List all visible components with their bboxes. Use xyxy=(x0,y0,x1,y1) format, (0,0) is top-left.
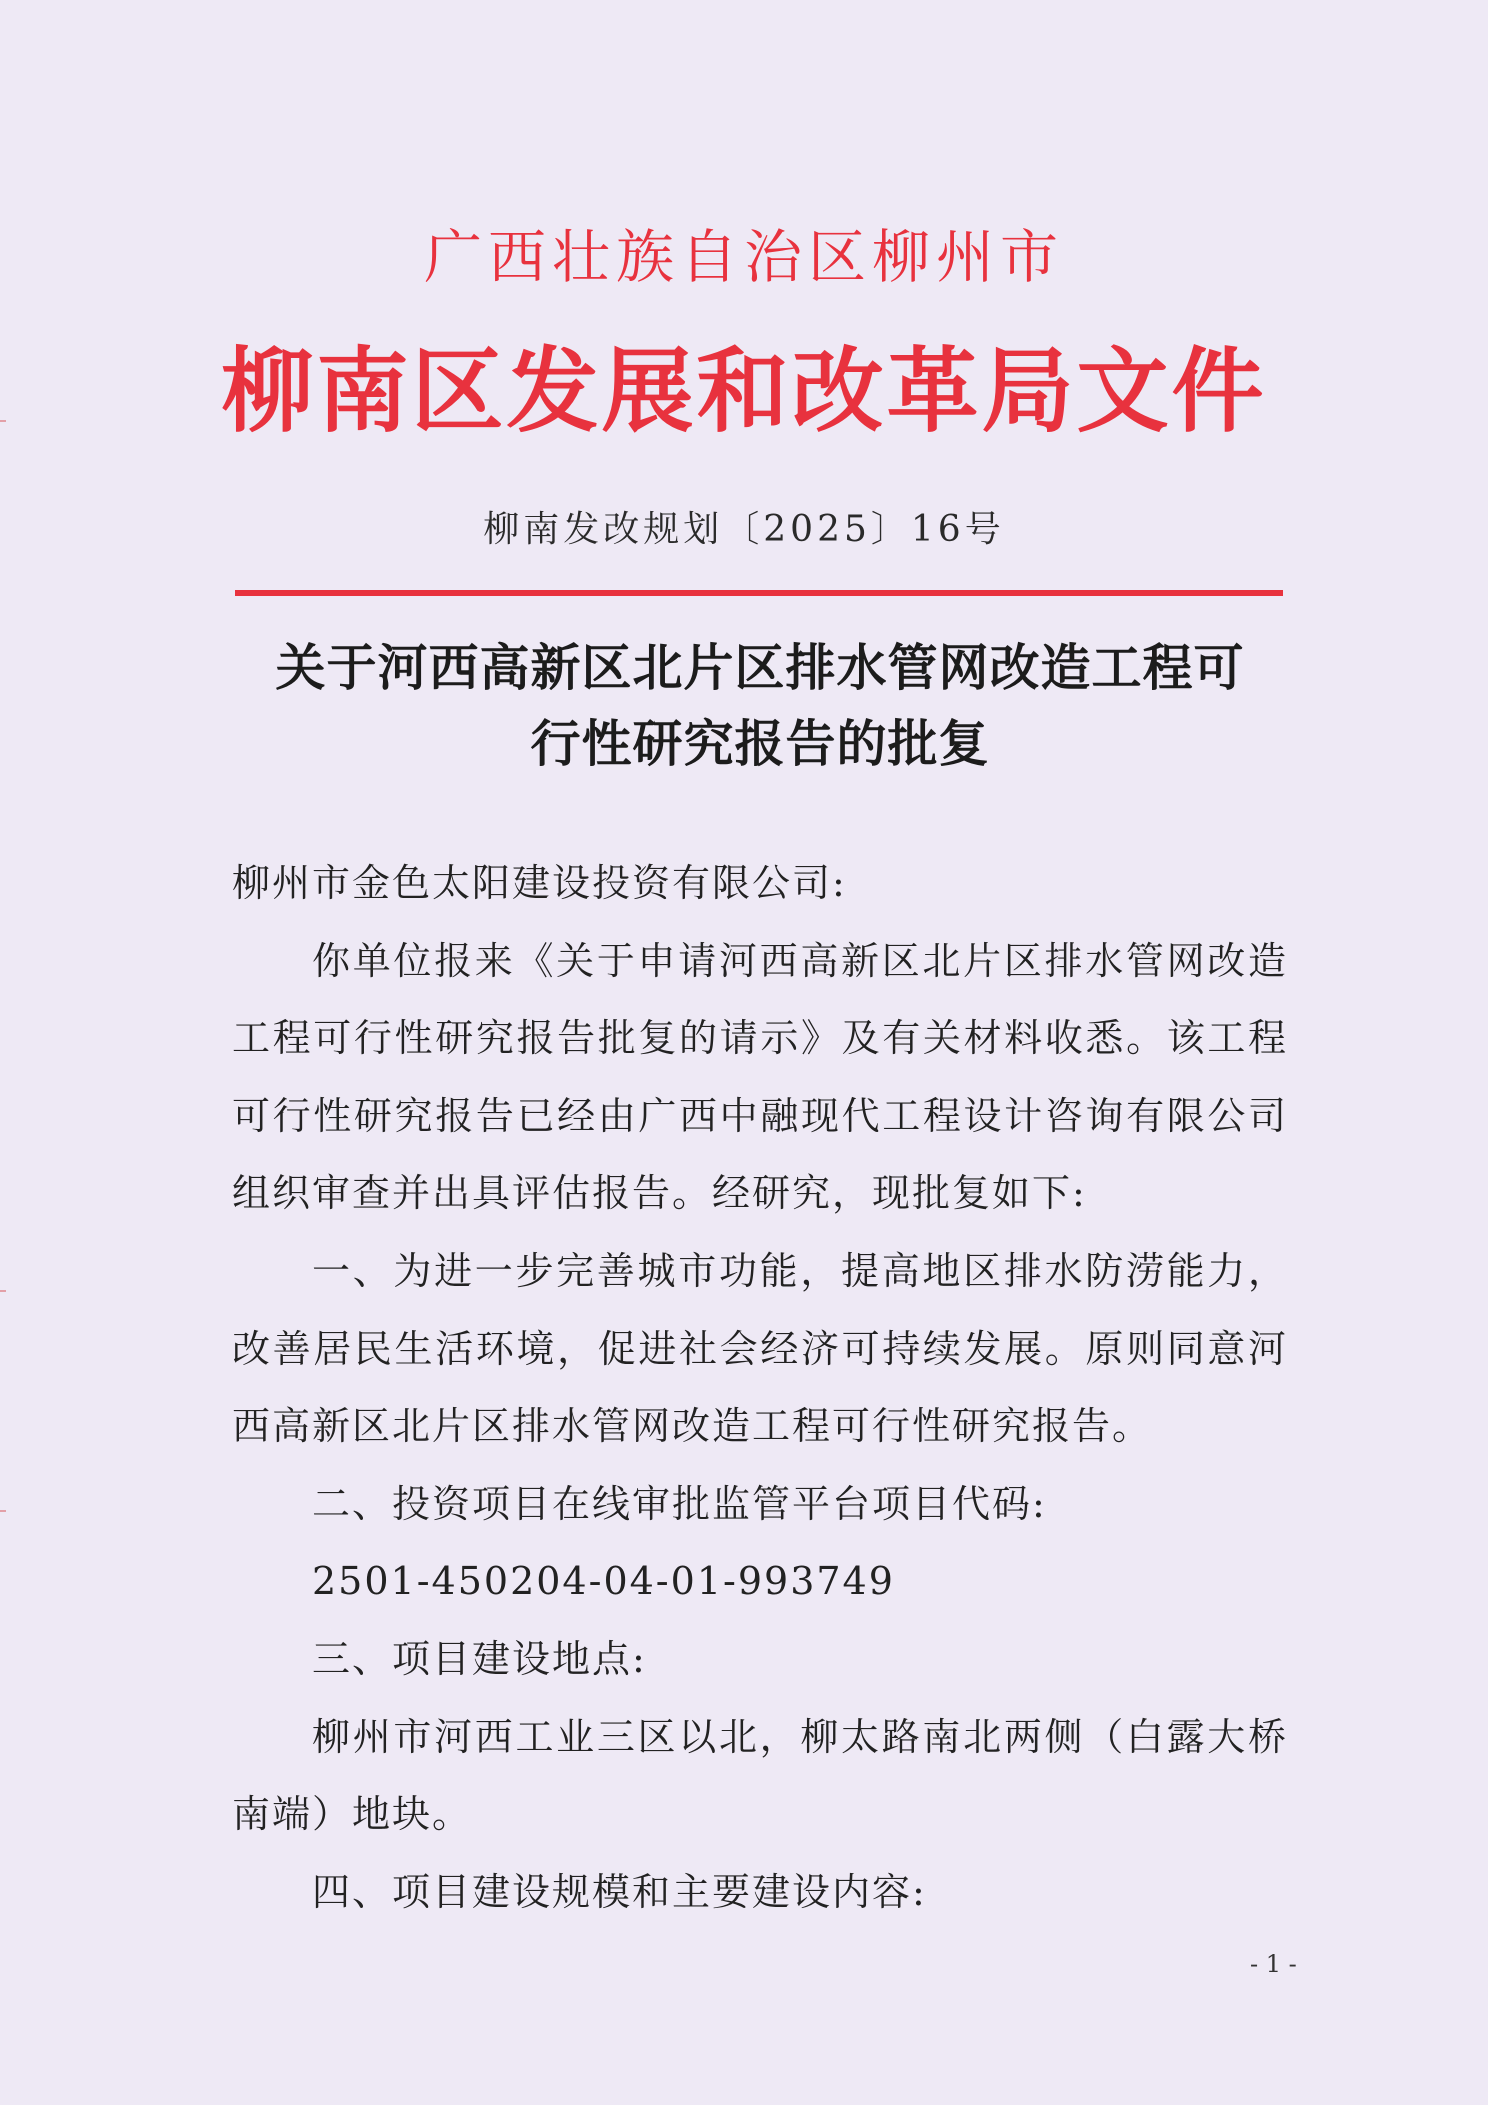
issuer-agency-header: 柳南区发展和改革局文件 xyxy=(221,337,1267,445)
issuer-region-header: 广西壮族自治区柳州市 xyxy=(423,223,1064,291)
margin-tick xyxy=(0,1290,6,1292)
margin-tick xyxy=(0,1510,6,1512)
document-body xyxy=(232,845,1288,1931)
document-title xyxy=(230,630,1290,782)
salutation: 柳州市金色太阳建设投资有限公司: xyxy=(232,861,847,905)
paragraph-item-4: 四、项目建设规模和主要建设内容: xyxy=(312,1869,927,1914)
project-code: 2501-450204-04-01-993749 xyxy=(312,1559,895,1604)
title-line-1: 关于河西高新区北片区排水管网改造工程可 xyxy=(275,638,1245,697)
paragraph-intro: 你单位报来《关于申请河西高新区北片区排水管网改造工程可行性研究报告批复的请示》及有关材料收悉。该工程可行性研究报告已经由广西中融现代工程设计咨询有限公司组织审查并出具评估报告。经研究，现批复如下: xyxy=(232,938,1288,1216)
page-number: - 1 - xyxy=(1250,1950,1297,1978)
project-location: 柳州市河西工业三区以北，柳太路南北两侧（白露大桥南端）地块。 xyxy=(232,1714,1288,1837)
document-number: 柳南发改规划〔2025〕16号 xyxy=(483,509,1005,550)
title-line-2: 行性研究报告的批复 xyxy=(530,714,990,773)
paragraph-item-3: 三、项目建设地点: xyxy=(312,1636,647,1681)
margin-tick xyxy=(0,420,6,422)
paragraph-item-2: 二、投资项目在线审批监管平台项目代码: xyxy=(312,1481,1047,1526)
paragraph-item-1: 一、为进一步完善城市功能，提高地区排水防涝能力，改善居民生活环境，促进社会经济可持续发展。原则同意河西高新区北片区排水管网改造工程可行性研究报告。 xyxy=(232,1248,1288,1449)
red-divider-line xyxy=(235,590,1283,596)
